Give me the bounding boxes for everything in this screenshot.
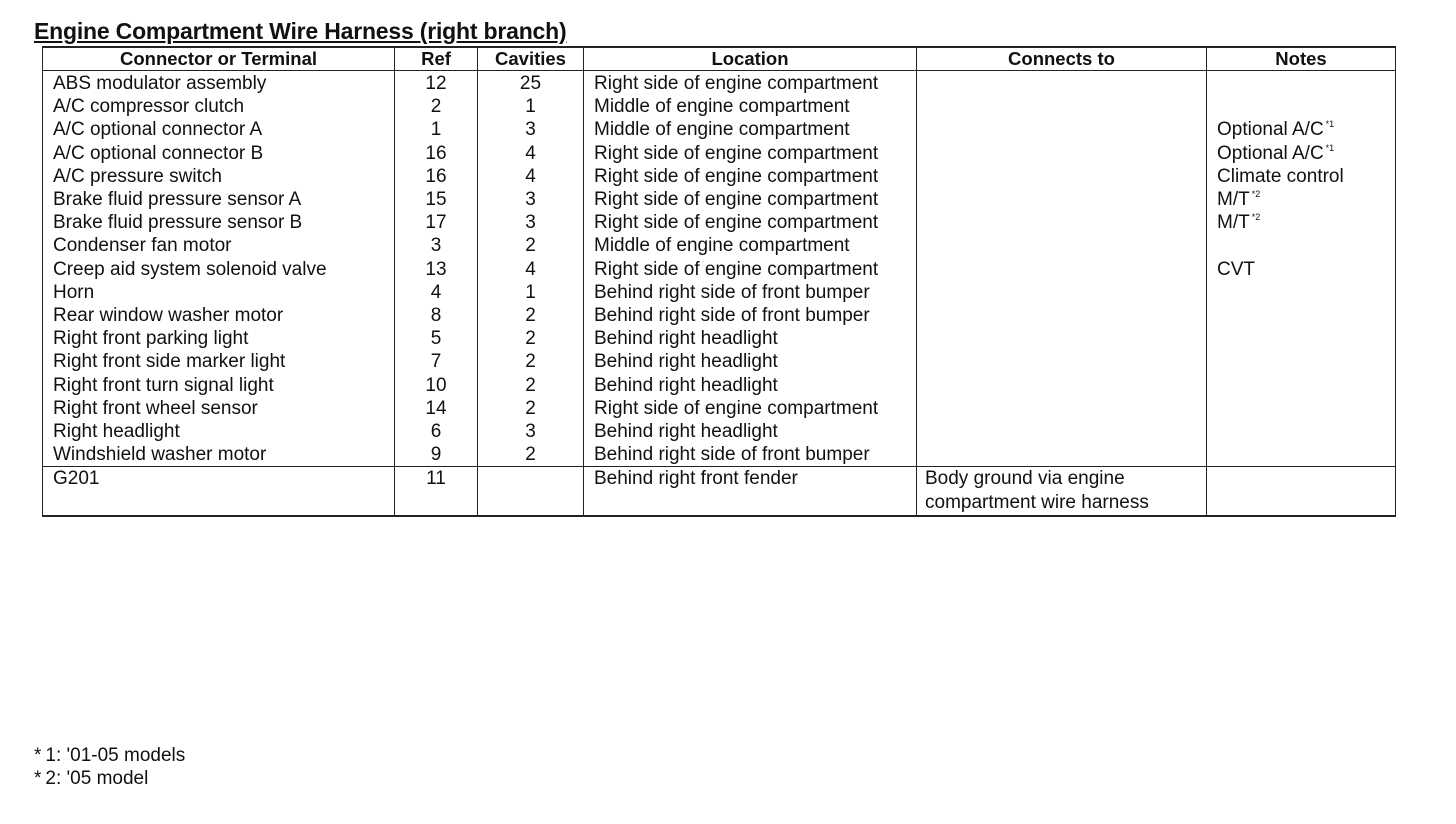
cell-name: A/C compressor clutch	[43, 95, 395, 118]
cell-notes	[1207, 327, 1396, 350]
cell-ref: 17	[395, 211, 478, 234]
cell-name: Horn	[43, 281, 395, 304]
cell-connects-to	[917, 327, 1207, 350]
cell-cavities: 2	[478, 397, 584, 420]
cell-location: Middle of engine compartment	[584, 118, 917, 141]
table-row	[43, 211, 1396, 234]
col-header-notes: Notes	[1207, 47, 1396, 71]
cell-location: Right side of engine compartment	[584, 258, 917, 281]
footnote-mark: *	[34, 745, 42, 766]
cell-notes	[1207, 350, 1396, 373]
cell-cavities: 1	[478, 281, 584, 304]
cell-location: Right side of engine compartment	[584, 188, 917, 211]
cell-ref: 10	[395, 374, 478, 397]
col-header-connects-to: Connects to	[917, 47, 1207, 71]
note-text: CVT	[1217, 258, 1255, 280]
cell-name: Windshield washer motor	[43, 443, 395, 467]
table-row	[43, 142, 1396, 165]
table-body	[43, 71, 1396, 467]
cell-connects-to	[917, 374, 1207, 397]
page-title: Engine Compartment Wire Harness (right branch)	[34, 18, 567, 44]
cell-notes	[1207, 211, 1396, 234]
note-text: Optional A/C	[1217, 119, 1324, 141]
cell-name: G201	[43, 467, 395, 516]
cell-location: Right side of engine compartment	[584, 211, 917, 234]
footnotes	[34, 744, 185, 790]
cell-location: Right side of engine compartment	[584, 397, 917, 420]
cell-location: Middle of engine compartment	[584, 95, 917, 118]
harness-table	[42, 46, 1396, 517]
cell-connects-to	[917, 350, 1207, 373]
cell-connects-to	[917, 165, 1207, 188]
table-row	[43, 304, 1396, 327]
footnote-2	[34, 767, 185, 790]
cell-cavities: 2	[478, 374, 584, 397]
cell-notes	[1207, 71, 1396, 96]
cell-notes	[1207, 397, 1396, 420]
cell-connects-to	[917, 211, 1207, 234]
cell-cavities: 3	[478, 420, 584, 443]
cell-notes	[1207, 281, 1396, 304]
cell-ref: 8	[395, 304, 478, 327]
cell-ref: 16	[395, 142, 478, 165]
cell-ref: 9	[395, 443, 478, 467]
col-header-connector: Connector or Terminal	[43, 47, 395, 71]
cell-notes	[1207, 374, 1396, 397]
cell-notes	[1207, 420, 1396, 443]
cell-notes	[1207, 258, 1396, 281]
cell-notes	[1207, 165, 1396, 188]
cell-name: Right front side marker light	[43, 350, 395, 373]
cell-cavities: 2	[478, 443, 584, 467]
cell-notes	[1207, 234, 1396, 257]
note-text: M/T	[1217, 212, 1250, 234]
cell-name: Right front parking light	[43, 327, 395, 350]
cell-connects-to	[917, 142, 1207, 165]
cell-cavities: 3	[478, 188, 584, 211]
footnote-text: 1: '01-05 models	[45, 745, 186, 766]
cell-name: Right front wheel sensor	[43, 397, 395, 420]
cell-location: Behind right headlight	[584, 420, 917, 443]
table-row	[43, 374, 1396, 397]
col-header-ref: Ref	[395, 47, 478, 71]
cell-ref: 14	[395, 397, 478, 420]
cell-ref: 1	[395, 118, 478, 141]
cell-location: Behind right side of front bumper	[584, 281, 917, 304]
cell-name: A/C optional connector B	[43, 142, 395, 165]
cell-notes	[1207, 95, 1396, 118]
note-footnote-mark: *2	[1251, 212, 1261, 223]
cell-location: Right side of engine compartment	[584, 165, 917, 188]
table-row	[43, 397, 1396, 420]
cell-name: Brake fluid pressure sensor A	[43, 188, 395, 211]
cell-location: Behind right front fender	[584, 467, 917, 516]
cell-cavities: 3	[478, 211, 584, 234]
cell-location: Behind right headlight	[584, 327, 917, 350]
col-header-location: Location	[584, 47, 917, 71]
cell-connects-to	[917, 281, 1207, 304]
cell-name: Right front turn signal light	[43, 374, 395, 397]
cell-name: Condenser fan motor	[43, 234, 395, 257]
cell-connects-to	[917, 188, 1207, 211]
cell-cavities: 4	[478, 142, 584, 165]
note-text: Optional A/C	[1217, 142, 1324, 164]
table-row	[43, 95, 1396, 118]
cell-location: Behind right headlight	[584, 374, 917, 397]
cell-ref: 5	[395, 327, 478, 350]
cell-connects-to	[917, 420, 1207, 443]
table-row	[43, 165, 1396, 188]
cell-name: ABS modulator assembly	[43, 71, 395, 96]
table-row	[43, 420, 1396, 443]
cell-location: Right side of engine compartment	[584, 142, 917, 165]
cell-connects-to: Body ground via engine compartment wire harness	[917, 467, 1207, 516]
footnote-text: 2: '05 model	[45, 768, 149, 789]
cell-connects-to	[917, 258, 1207, 281]
cell-ref: 2	[395, 95, 478, 118]
cell-location: Right side of engine compartment	[584, 71, 917, 96]
cell-notes	[1207, 188, 1396, 211]
cell-location: Behind right side of front bumper	[584, 443, 917, 467]
cell-cavities: 1	[478, 95, 584, 118]
table-row	[43, 350, 1396, 373]
table-row	[43, 443, 1396, 467]
note-footnote-mark: *1	[1325, 142, 1335, 153]
note-text: M/T	[1217, 189, 1250, 211]
cell-cavities: 25	[478, 71, 584, 96]
cell-name: Creep aid system solenoid valve	[43, 258, 395, 281]
table-row-g201	[43, 467, 1396, 516]
cell-notes	[1207, 118, 1396, 141]
cell-ref: 4	[395, 281, 478, 304]
cell-cavities: 2	[478, 350, 584, 373]
cell-notes	[1207, 443, 1396, 467]
note-footnote-mark: *1	[1325, 119, 1335, 130]
note-footnote-mark: *2	[1251, 189, 1261, 200]
cell-cavities: 2	[478, 304, 584, 327]
cell-notes	[1207, 304, 1396, 327]
cell-ref: 11	[395, 467, 478, 516]
cell-connects-to	[917, 71, 1207, 96]
cell-ref: 7	[395, 350, 478, 373]
cell-cavities: 2	[478, 234, 584, 257]
footnote-mark: *	[34, 768, 42, 789]
cell-cavities: 4	[478, 258, 584, 281]
cell-cavities: 3	[478, 118, 584, 141]
cell-connects-to	[917, 118, 1207, 141]
cell-connects-to	[917, 443, 1207, 467]
cell-ref: 12	[395, 71, 478, 96]
footnote-1	[34, 744, 185, 767]
table-row	[43, 327, 1396, 350]
cell-name: A/C optional connector A	[43, 118, 395, 141]
cell-location: Middle of engine compartment	[584, 234, 917, 257]
cell-name: Brake fluid pressure sensor B	[43, 211, 395, 234]
cell-connects-to	[917, 234, 1207, 257]
cell-name: A/C pressure switch	[43, 165, 395, 188]
cell-cavities: 4	[478, 165, 584, 188]
table-row	[43, 188, 1396, 211]
table-row	[43, 118, 1396, 141]
cell-location: Behind right side of front bumper	[584, 304, 917, 327]
table-row	[43, 71, 1396, 96]
cell-ref: 15	[395, 188, 478, 211]
table-row	[43, 258, 1396, 281]
table-row	[43, 281, 1396, 304]
cell-ref: 13	[395, 258, 478, 281]
header-row	[43, 47, 1396, 71]
cell-ref: 16	[395, 165, 478, 188]
cell-ref: 6	[395, 420, 478, 443]
cell-connects-to	[917, 397, 1207, 420]
cell-cavities: 2	[478, 327, 584, 350]
note-text: Climate control	[1217, 165, 1344, 187]
table-row	[43, 234, 1396, 257]
cell-notes	[1207, 467, 1396, 516]
cell-cavities	[478, 467, 584, 516]
cell-ref: 3	[395, 234, 478, 257]
cell-name: Rear window washer motor	[43, 304, 395, 327]
col-header-cavities: Cavities	[478, 47, 584, 71]
cell-notes	[1207, 142, 1396, 165]
cell-location: Behind right headlight	[584, 350, 917, 373]
cell-connects-to	[917, 95, 1207, 118]
cell-name: Right headlight	[43, 420, 395, 443]
cell-connects-to	[917, 304, 1207, 327]
